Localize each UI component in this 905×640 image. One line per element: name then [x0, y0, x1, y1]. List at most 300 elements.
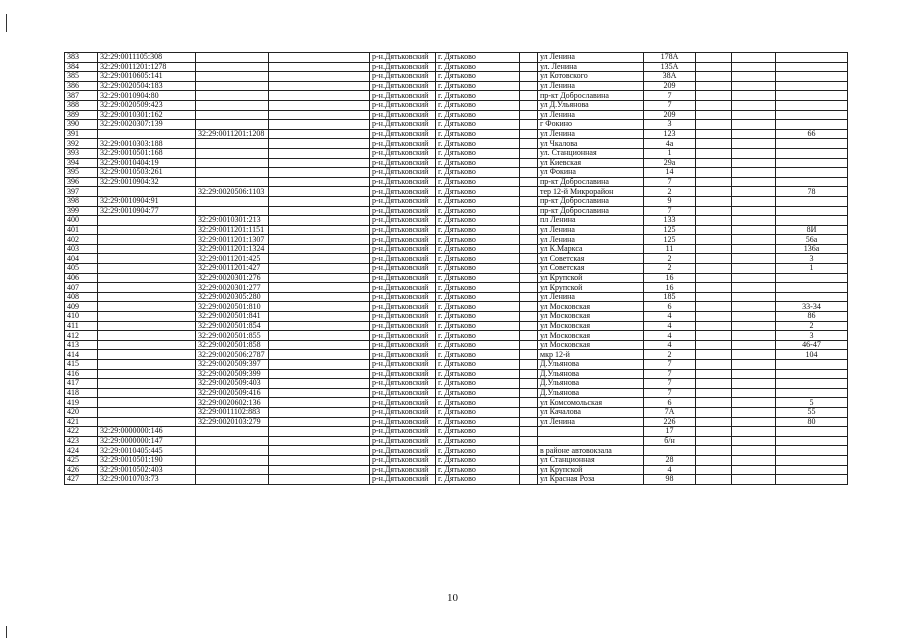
- empty-cell: [269, 388, 370, 398]
- table-row: [65, 436, 848, 446]
- cadastral-number: [98, 331, 196, 341]
- house-number-cell: 2: [644, 350, 696, 360]
- flat-number-cell: [776, 475, 848, 485]
- street-cell: Д.Ульянова: [538, 388, 644, 398]
- row-number: 421: [65, 417, 98, 427]
- empty-cell: [696, 91, 732, 101]
- row-number: 399: [65, 206, 98, 216]
- street-cell: ул К.Маркса: [538, 244, 644, 254]
- city-cell: г. Дятьково: [436, 139, 520, 149]
- empty-cell: [696, 340, 732, 350]
- table-row: [65, 465, 848, 475]
- district-cell: р-н.Дятьковский: [370, 427, 436, 437]
- city-cell: г. Дятьково: [436, 158, 520, 168]
- city-cell: г. Дятьково: [436, 120, 520, 130]
- city-cell: г. Дятьково: [436, 91, 520, 101]
- cadastral-number: 32:29:0020307:139: [98, 120, 196, 130]
- table-row: [65, 100, 848, 110]
- house-number-cell: 98: [644, 475, 696, 485]
- table-row: [65, 148, 848, 158]
- street-cell: Д.Ульянова: [538, 379, 644, 389]
- row-number: 392: [65, 139, 98, 149]
- related-cadastral-number: [196, 177, 269, 187]
- city-cell: г. Дятьково: [436, 72, 520, 82]
- empty-cell: [696, 475, 732, 485]
- related-cadastral-number: 32:29:0020301:276: [196, 273, 269, 283]
- cadastral-number: [98, 417, 196, 427]
- empty-cell: [732, 129, 776, 139]
- empty-cell: [520, 177, 538, 187]
- house-number-cell: 135А: [644, 62, 696, 72]
- related-cadastral-number: 32:29:0011201:1324: [196, 244, 269, 254]
- cadastral-number: [98, 264, 196, 274]
- related-cadastral-number: 32:29:0011201:425: [196, 254, 269, 264]
- empty-cell: [269, 139, 370, 149]
- empty-cell: [696, 302, 732, 312]
- empty-cell: [732, 350, 776, 360]
- house-number-cell: 209: [644, 81, 696, 91]
- street-cell: ул Фокина: [538, 168, 644, 178]
- table-row: [65, 475, 848, 485]
- empty-cell: [520, 216, 538, 226]
- district-cell: р-н.Дятьковский: [370, 302, 436, 312]
- empty-cell: [520, 302, 538, 312]
- district-cell: р-н.Дятьковский: [370, 100, 436, 110]
- empty-cell: [696, 417, 732, 427]
- empty-cell: [732, 177, 776, 187]
- house-number-cell: 38А: [644, 72, 696, 82]
- empty-cell: [732, 360, 776, 370]
- row-number: 394: [65, 158, 98, 168]
- row-number: 412: [65, 331, 98, 341]
- empty-cell: [732, 264, 776, 274]
- empty-cell: [520, 264, 538, 274]
- flat-number-cell: [776, 216, 848, 226]
- cadastral-number: 32:29:0010501:168: [98, 148, 196, 158]
- table-row: [65, 446, 848, 456]
- empty-cell: [520, 273, 538, 283]
- district-cell: р-н.Дятьковский: [370, 91, 436, 101]
- row-number: 398: [65, 196, 98, 206]
- cadastral-number: 32:29:0010404:19: [98, 158, 196, 168]
- empty-cell: [696, 206, 732, 216]
- street-cell: пр-кт Доброславина: [538, 91, 644, 101]
- empty-cell: [732, 321, 776, 331]
- street-cell: ул Чкалова: [538, 139, 644, 149]
- empty-cell: [520, 312, 538, 322]
- empty-cell: [269, 360, 370, 370]
- empty-cell: [520, 100, 538, 110]
- empty-cell: [520, 340, 538, 350]
- empty-cell: [696, 465, 732, 475]
- flat-number-cell: 55: [776, 407, 848, 417]
- empty-cell: [520, 129, 538, 139]
- city-cell: г. Дятьково: [436, 427, 520, 437]
- district-cell: р-н.Дятьковский: [370, 110, 436, 120]
- empty-cell: [520, 292, 538, 302]
- district-cell: р-н.Дятьковский: [370, 388, 436, 398]
- cadastral-number: [98, 340, 196, 350]
- empty-cell: [520, 446, 538, 456]
- table-row: [65, 283, 848, 293]
- empty-cell: [732, 187, 776, 197]
- empty-cell: [269, 446, 370, 456]
- empty-cell: [732, 340, 776, 350]
- district-cell: р-н.Дятьковский: [370, 292, 436, 302]
- empty-cell: [732, 158, 776, 168]
- flat-number-cell: [776, 72, 848, 82]
- city-cell: г. Дятьково: [436, 340, 520, 350]
- empty-cell: [696, 436, 732, 446]
- row-number: 410: [65, 312, 98, 322]
- cadastral-number: 32:29:0010405:445: [98, 446, 196, 456]
- flat-number-cell: [776, 91, 848, 101]
- table-row: [65, 168, 848, 178]
- empty-cell: [696, 350, 732, 360]
- city-cell: г. Дятьково: [436, 321, 520, 331]
- house-number-cell: 14: [644, 168, 696, 178]
- table-row: [65, 62, 848, 72]
- table-row: [65, 187, 848, 197]
- related-cadastral-number: 32:29:0020501:841: [196, 312, 269, 322]
- empty-cell: [520, 455, 538, 465]
- district-cell: р-н.Дятьковский: [370, 120, 436, 130]
- related-cadastral-number: 32:29:0011201:1208: [196, 129, 269, 139]
- empty-cell: [269, 350, 370, 360]
- street-cell: ул Советская: [538, 254, 644, 264]
- street-cell: ул Московская: [538, 321, 644, 331]
- empty-cell: [269, 206, 370, 216]
- city-cell: г. Дятьково: [436, 148, 520, 158]
- row-number: 424: [65, 446, 98, 456]
- district-cell: р-н.Дятьковский: [370, 417, 436, 427]
- table-row: [65, 110, 848, 120]
- street-cell: ул Станционная: [538, 455, 644, 465]
- cadastral-number: [98, 235, 196, 245]
- related-cadastral-number: 32:29:0010301:213: [196, 216, 269, 226]
- district-cell: р-н.Дятьковский: [370, 360, 436, 370]
- house-number-cell: 7: [644, 91, 696, 101]
- empty-cell: [520, 254, 538, 264]
- street-cell: ул. Станционная: [538, 148, 644, 158]
- empty-cell: [520, 187, 538, 197]
- flat-number-cell: [776, 53, 848, 63]
- table-row: [65, 273, 848, 283]
- related-cadastral-number: 32:29:0020501:858: [196, 340, 269, 350]
- flat-number-cell: 3: [776, 254, 848, 264]
- row-number: 406: [65, 273, 98, 283]
- house-number-cell: 3: [644, 120, 696, 130]
- city-cell: г. Дятьково: [436, 254, 520, 264]
- city-cell: г. Дятьково: [436, 446, 520, 456]
- city-cell: г. Дятьково: [436, 187, 520, 197]
- row-number: 423: [65, 436, 98, 446]
- related-cadastral-number: [196, 110, 269, 120]
- house-number-cell: 2: [644, 264, 696, 274]
- row-number: 402: [65, 235, 98, 245]
- cadastral-number: [98, 360, 196, 370]
- table-row: [65, 302, 848, 312]
- empty-cell: [520, 360, 538, 370]
- flat-number-cell: [776, 110, 848, 120]
- district-cell: р-н.Дятьковский: [370, 436, 436, 446]
- row-number: 422: [65, 427, 98, 437]
- empty-cell: [696, 455, 732, 465]
- empty-cell: [732, 398, 776, 408]
- street-cell: ул Ленина: [538, 81, 644, 91]
- empty-cell: [696, 120, 732, 130]
- house-number-cell: 29а: [644, 158, 696, 168]
- cadastral-number: 32:29:0010703:73: [98, 475, 196, 485]
- related-cadastral-number: 32:29:0020501:810: [196, 302, 269, 312]
- street-cell: мкр 12-й: [538, 350, 644, 360]
- house-number-cell: 1: [644, 148, 696, 158]
- cadastral-number: 32:29:0011105:308: [98, 53, 196, 63]
- flat-number-cell: [776, 100, 848, 110]
- empty-cell: [732, 120, 776, 130]
- empty-cell: [732, 331, 776, 341]
- flat-number-cell: 3: [776, 331, 848, 341]
- row-number: 427: [65, 475, 98, 485]
- table-row: [65, 407, 848, 417]
- street-cell: пр-кт Доброславина: [538, 196, 644, 206]
- empty-cell: [520, 81, 538, 91]
- flat-number-cell: [776, 465, 848, 475]
- related-cadastral-number: [196, 158, 269, 168]
- related-cadastral-number: 32:29:0020305:280: [196, 292, 269, 302]
- district-cell: р-н.Дятьковский: [370, 225, 436, 235]
- street-cell: ул Комсомольская: [538, 398, 644, 408]
- house-number-cell: 178А: [644, 53, 696, 63]
- street-cell: ул Ленина: [538, 225, 644, 235]
- flat-number-cell: [776, 62, 848, 72]
- empty-cell: [269, 120, 370, 130]
- flat-number-cell: [776, 206, 848, 216]
- cadastral-number: [98, 350, 196, 360]
- empty-cell: [269, 331, 370, 341]
- street-cell: ул Котовского: [538, 72, 644, 82]
- empty-cell: [520, 235, 538, 245]
- street-cell: ул Ленина: [538, 292, 644, 302]
- empty-cell: [269, 91, 370, 101]
- street-cell: ул Д.Ульянова: [538, 100, 644, 110]
- row-number: 414: [65, 350, 98, 360]
- empty-cell: [696, 168, 732, 178]
- cadastral-number: 32:29:0010303:188: [98, 139, 196, 149]
- empty-cell: [732, 168, 776, 178]
- district-cell: р-н.Дятьковский: [370, 254, 436, 264]
- city-cell: г. Дятьково: [436, 110, 520, 120]
- street-cell: ул Ленина: [538, 417, 644, 427]
- empty-cell: [732, 292, 776, 302]
- empty-cell: [269, 340, 370, 350]
- row-number: 407: [65, 283, 98, 293]
- empty-cell: [269, 283, 370, 293]
- flat-number-cell: [776, 379, 848, 389]
- empty-cell: [520, 465, 538, 475]
- flat-number-cell: [776, 369, 848, 379]
- empty-cell: [732, 302, 776, 312]
- flat-number-cell: [776, 427, 848, 437]
- district-cell: р-н.Дятьковский: [370, 158, 436, 168]
- empty-cell: [269, 62, 370, 72]
- district-cell: р-н.Дятьковский: [370, 244, 436, 254]
- flat-number-cell: [776, 120, 848, 130]
- empty-cell: [696, 177, 732, 187]
- empty-cell: [732, 283, 776, 293]
- flat-number-cell: [776, 292, 848, 302]
- empty-cell: [520, 206, 538, 216]
- row-number: 385: [65, 72, 98, 82]
- cadastral-number: 32:29:0010904:32: [98, 177, 196, 187]
- related-cadastral-number: 32:29:0020506:1103: [196, 187, 269, 197]
- empty-cell: [696, 264, 732, 274]
- table-row: [65, 417, 848, 427]
- city-cell: г. Дятьково: [436, 206, 520, 216]
- related-cadastral-number: [196, 206, 269, 216]
- flat-number-cell: [776, 158, 848, 168]
- street-cell: ул Московская: [538, 340, 644, 350]
- empty-cell: [269, 302, 370, 312]
- empty-cell: [269, 292, 370, 302]
- empty-cell: [732, 417, 776, 427]
- cadastral-number: 32:29:0020509:423: [98, 100, 196, 110]
- empty-cell: [696, 446, 732, 456]
- empty-cell: [696, 196, 732, 206]
- district-cell: р-н.Дятьковский: [370, 379, 436, 389]
- street-cell: ул Красная Роза: [538, 475, 644, 485]
- flat-number-cell: [776, 168, 848, 178]
- street-cell: ул Ленина: [538, 235, 644, 245]
- street-cell: [538, 436, 644, 446]
- house-number-cell: 6: [644, 398, 696, 408]
- empty-cell: [696, 407, 732, 417]
- empty-cell: [520, 369, 538, 379]
- city-cell: г. Дятьково: [436, 312, 520, 322]
- empty-cell: [269, 407, 370, 417]
- table-row: [65, 81, 848, 91]
- row-number: 396: [65, 177, 98, 187]
- empty-cell: [732, 72, 776, 82]
- city-cell: г. Дятьково: [436, 379, 520, 389]
- related-cadastral-number: 32:29:0020501:855: [196, 331, 269, 341]
- district-cell: р-н.Дятьковский: [370, 264, 436, 274]
- table-row: [65, 312, 848, 322]
- city-cell: г. Дятьково: [436, 302, 520, 312]
- flat-number-cell: 86: [776, 312, 848, 322]
- empty-cell: [732, 455, 776, 465]
- related-cadastral-number: [196, 455, 269, 465]
- city-cell: г. Дятьково: [436, 53, 520, 63]
- street-cell: ул Киевская: [538, 158, 644, 168]
- table-row: [65, 91, 848, 101]
- street-cell: ул Крупской: [538, 283, 644, 293]
- district-cell: р-н.Дятьковский: [370, 465, 436, 475]
- house-number-cell: 7: [644, 177, 696, 187]
- flat-number-cell: [776, 455, 848, 465]
- city-cell: г. Дятьково: [436, 168, 520, 178]
- related-cadastral-number: [196, 53, 269, 63]
- empty-cell: [269, 177, 370, 187]
- empty-cell: [269, 436, 370, 446]
- empty-cell: [696, 62, 732, 72]
- table-row: [65, 244, 848, 254]
- empty-cell: [732, 388, 776, 398]
- district-cell: р-н.Дятьковский: [370, 177, 436, 187]
- city-cell: г. Дятьково: [436, 475, 520, 485]
- house-number-cell: 7: [644, 206, 696, 216]
- city-cell: г. Дятьково: [436, 369, 520, 379]
- street-cell: ул Крупской: [538, 273, 644, 283]
- table-row: [65, 225, 848, 235]
- district-cell: р-н.Дятьковский: [370, 216, 436, 226]
- city-cell: г. Дятьково: [436, 264, 520, 274]
- flat-number-cell: 5: [776, 398, 848, 408]
- row-number: 416: [65, 369, 98, 379]
- row-number: 400: [65, 216, 98, 226]
- city-cell: г. Дятьково: [436, 62, 520, 72]
- empty-cell: [269, 254, 370, 264]
- empty-cell: [269, 273, 370, 283]
- city-cell: г. Дятьково: [436, 177, 520, 187]
- row-number: 413: [65, 340, 98, 350]
- city-cell: г. Дятьково: [436, 360, 520, 370]
- row-number: 386: [65, 81, 98, 91]
- empty-cell: [732, 62, 776, 72]
- related-cadastral-number: 32:29:0011201:1151: [196, 225, 269, 235]
- row-number: 389: [65, 110, 98, 120]
- related-cadastral-number: [196, 139, 269, 149]
- empty-cell: [732, 81, 776, 91]
- empty-cell: [520, 388, 538, 398]
- empty-cell: [269, 225, 370, 235]
- street-cell: ул Московская: [538, 331, 644, 341]
- house-number-cell: 125: [644, 225, 696, 235]
- cadastral-number: [98, 244, 196, 254]
- cadastral-number: [98, 292, 196, 302]
- cadastral-number: 32:29:0010904:91: [98, 196, 196, 206]
- district-cell: р-н.Дятьковский: [370, 321, 436, 331]
- table-row: [65, 235, 848, 245]
- related-cadastral-number: 32:29:0020501:854: [196, 321, 269, 331]
- flat-number-cell: 80: [776, 417, 848, 427]
- empty-cell: [269, 369, 370, 379]
- related-cadastral-number: [196, 436, 269, 446]
- district-cell: р-н.Дятьковский: [370, 139, 436, 149]
- empty-cell: [520, 168, 538, 178]
- empty-cell: [520, 91, 538, 101]
- row-number: 411: [65, 321, 98, 331]
- empty-cell: [520, 350, 538, 360]
- empty-cell: [269, 100, 370, 110]
- district-cell: р-н.Дятьковский: [370, 235, 436, 245]
- empty-cell: [520, 158, 538, 168]
- empty-cell: [732, 369, 776, 379]
- city-cell: г. Дятьково: [436, 244, 520, 254]
- empty-cell: [732, 100, 776, 110]
- row-number: 401: [65, 225, 98, 235]
- house-number-cell: 2: [644, 254, 696, 264]
- house-number-cell: 209: [644, 110, 696, 120]
- table-row: [65, 264, 848, 274]
- house-number-cell: 6: [644, 302, 696, 312]
- flat-number-cell: [776, 81, 848, 91]
- empty-cell: [732, 446, 776, 456]
- house-number-cell: 2: [644, 187, 696, 197]
- flat-number-cell: 56а: [776, 235, 848, 245]
- related-cadastral-number: 32:29:0020103:279: [196, 417, 269, 427]
- empty-cell: [696, 321, 732, 331]
